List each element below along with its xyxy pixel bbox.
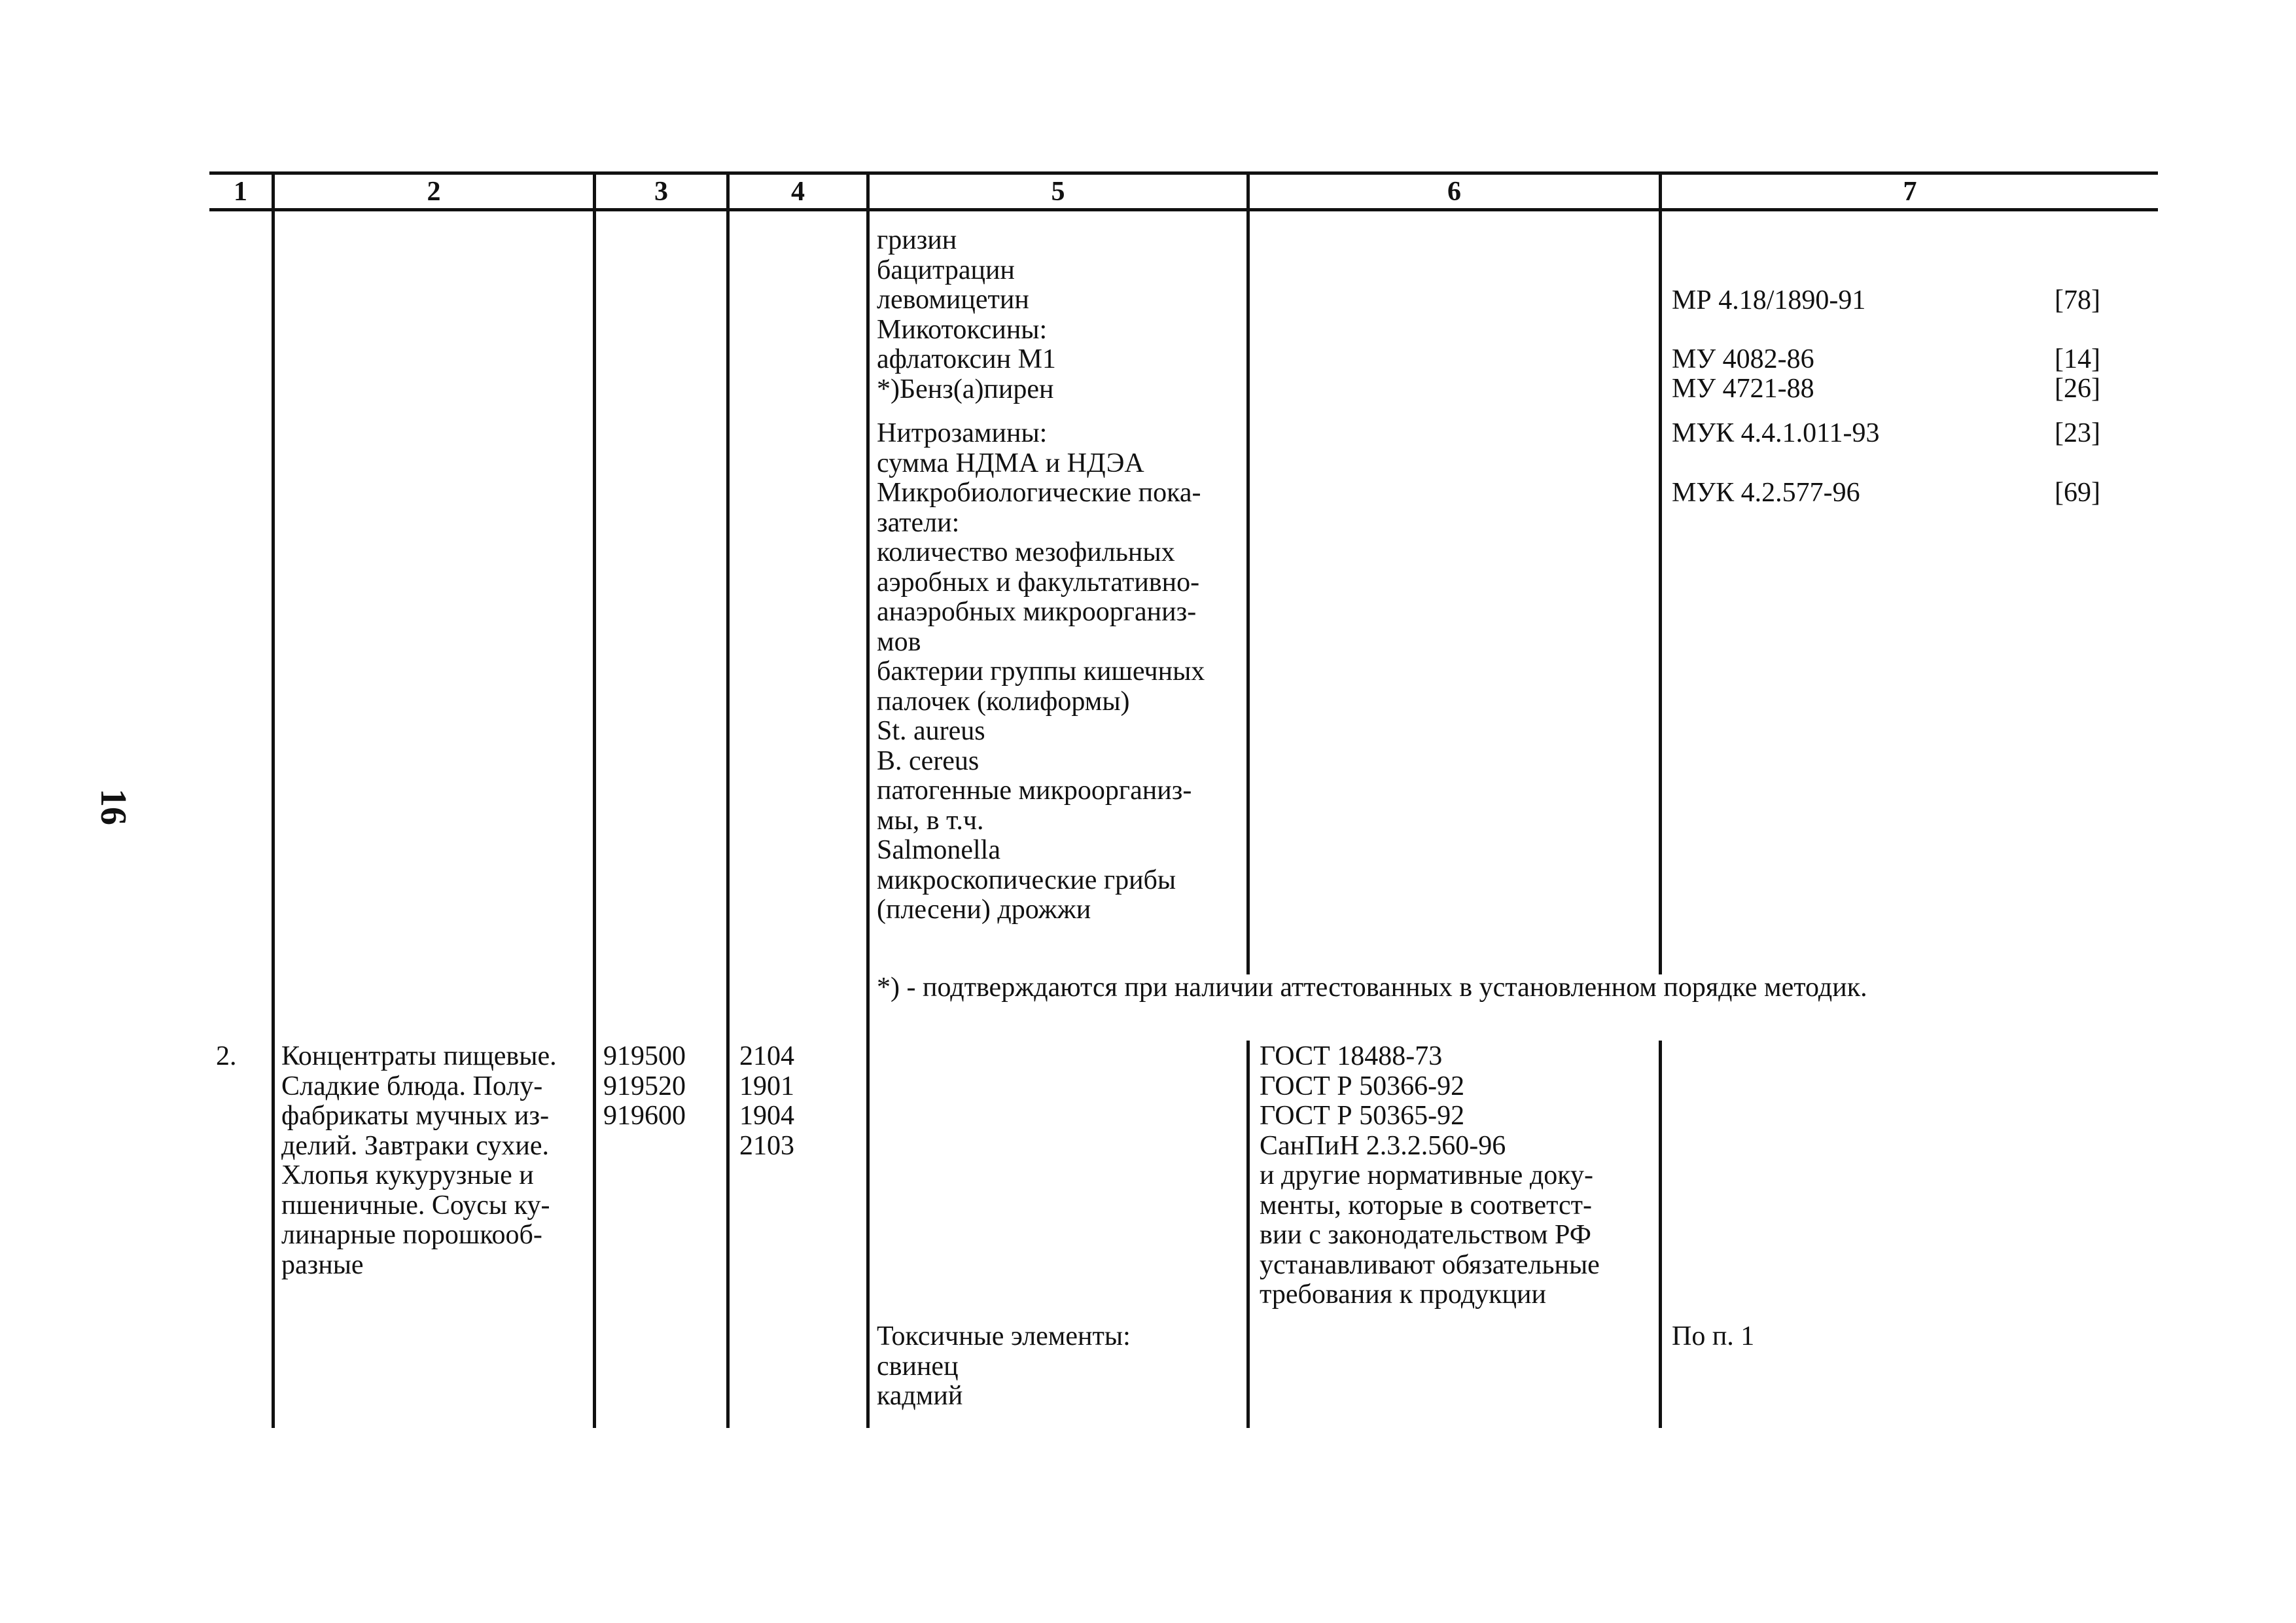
indicator: бацитрацин — [877, 255, 1015, 285]
indicator: Salmonella — [877, 835, 1000, 865]
method-ref: [26] — [2055, 374, 2100, 404]
normative-document: СанПиН 2.3.2.560-96 — [1260, 1130, 1506, 1161]
normative-document: менты, которые в соответст- — [1260, 1190, 1592, 1221]
row2-indicators — [877, 1322, 1131, 1412]
product-name-line: Хлопья кукурузные и — [281, 1160, 534, 1190]
product-name-line: фабрикаты мучных из- — [281, 1101, 550, 1131]
header-col-3: 3 — [654, 177, 668, 207]
column-divider — [1246, 171, 1250, 974]
header-col-4: 4 — [791, 177, 805, 207]
tn-code: 2104 — [739, 1041, 794, 1071]
indicators-list — [877, 419, 1205, 925]
method-ref: [14] — [2055, 344, 2100, 374]
indicator: аэробных и факультативно- — [877, 567, 1200, 597]
header-col-6: 6 — [1447, 177, 1461, 207]
indicator: свинец — [877, 1351, 959, 1382]
row-number: 2. — [216, 1041, 237, 1071]
product-name-line: Концентраты пищевые. — [281, 1041, 557, 1071]
okp-code: 919520 — [603, 1071, 686, 1101]
normative-documents — [1260, 1042, 1600, 1310]
indicator: афлатоксин М1 — [877, 344, 1056, 374]
column-divider — [1246, 1041, 1250, 1428]
header-col-7: 7 — [1903, 177, 1917, 207]
indicator: *)Бенз(а)пирен — [877, 374, 1054, 404]
table-header-rule — [209, 208, 2158, 211]
indicator: бактерии группы кишечных — [877, 656, 1205, 687]
indicator: кадмий — [877, 1381, 963, 1411]
indicator: палочек (колиформы) — [877, 686, 1130, 717]
indicator: патогенные микроорганиз- — [877, 776, 1192, 806]
normative-document: ГОСТ 18488-73 — [1260, 1041, 1443, 1071]
normative-document: ГОСТ Р 50365-92 — [1260, 1101, 1465, 1131]
footnote: *) - подтверждаются при наличии аттестованных в установленном порядке методик. — [877, 972, 1867, 1003]
method-ref: [78] — [2055, 285, 2100, 315]
method-doc: МУК 4.4.1.011-93 — [1672, 418, 1880, 448]
okp-codes — [603, 1042, 686, 1132]
product-name-line: разные — [281, 1249, 364, 1280]
indicator: гризин — [877, 225, 957, 255]
product-name-line: Сладкие блюда. Полу- — [281, 1071, 543, 1101]
product-name — [281, 1042, 557, 1280]
indicator: Нитрозамины: — [877, 418, 1048, 448]
tn-code: 1904 — [739, 1101, 794, 1131]
method-doc: МУ 4721-88 — [1672, 374, 1814, 404]
normative-document: и другие нормативные доку- — [1260, 1160, 1593, 1190]
indicator: St. aureus — [877, 716, 985, 746]
product-name-line: делий. Завтраки сухие. — [281, 1130, 549, 1161]
indicator: (плесени) дрожжи — [877, 895, 1091, 925]
tn-codes — [739, 1042, 794, 1161]
normative-document: требования к продукции — [1260, 1279, 1546, 1310]
column-divider — [1659, 1041, 1662, 1428]
indicators-list — [877, 226, 1056, 404]
column-divider — [593, 171, 596, 1428]
indicator: мов — [877, 626, 921, 657]
column-divider — [866, 171, 870, 1428]
page-number: 16 — [93, 789, 133, 825]
okp-code: 919600 — [603, 1101, 686, 1131]
header-col-1: 1 — [234, 177, 247, 207]
header-col-5: 5 — [1051, 177, 1065, 207]
method-doc: МУК 4.2.577-96 — [1672, 478, 1860, 508]
method-doc: МР 4.18/1890-91 — [1672, 285, 1866, 315]
indicator: левомицетин — [877, 285, 1029, 315]
tn-code: 1901 — [739, 1071, 794, 1101]
normative-document: устанавливают обязательные — [1260, 1249, 1600, 1280]
normative-document: ГОСТ Р 50366-92 — [1260, 1071, 1465, 1101]
indicator: Микотоксины: — [877, 314, 1048, 345]
column-divider — [1659, 171, 1662, 974]
header-col-2: 2 — [427, 177, 441, 207]
row2-method: По п. 1 — [1672, 1321, 1755, 1351]
indicator: Микробиологические пока- — [877, 478, 1201, 508]
column-divider — [726, 171, 730, 1428]
indicator: Токсичные элементы: — [877, 1321, 1131, 1351]
indicator: B. cereus — [877, 745, 980, 776]
normative-document: вии с законодательством РФ — [1260, 1220, 1591, 1250]
method-ref: [23] — [2055, 418, 2100, 448]
column-divider — [272, 171, 275, 1428]
product-name-line: пшеничные. Соусы ку- — [281, 1190, 550, 1221]
method-doc: МУ 4082-86 — [1672, 344, 1814, 374]
okp-code: 919500 — [603, 1041, 686, 1071]
indicator: анаэробных микроорганиз- — [877, 597, 1197, 627]
indicator: сумма НДМА и НДЭА — [877, 448, 1144, 478]
indicator: микроскопические грибы — [877, 865, 1176, 895]
product-name-line: линарные порошкооб- — [281, 1220, 542, 1250]
table-top-rule — [209, 171, 2158, 175]
tn-code: 2103 — [739, 1130, 794, 1161]
method-ref: [69] — [2055, 478, 2100, 508]
indicator: затели: — [877, 507, 960, 538]
indicator: количество мезофильных — [877, 537, 1175, 567]
indicator: мы, в т.ч. — [877, 805, 984, 836]
